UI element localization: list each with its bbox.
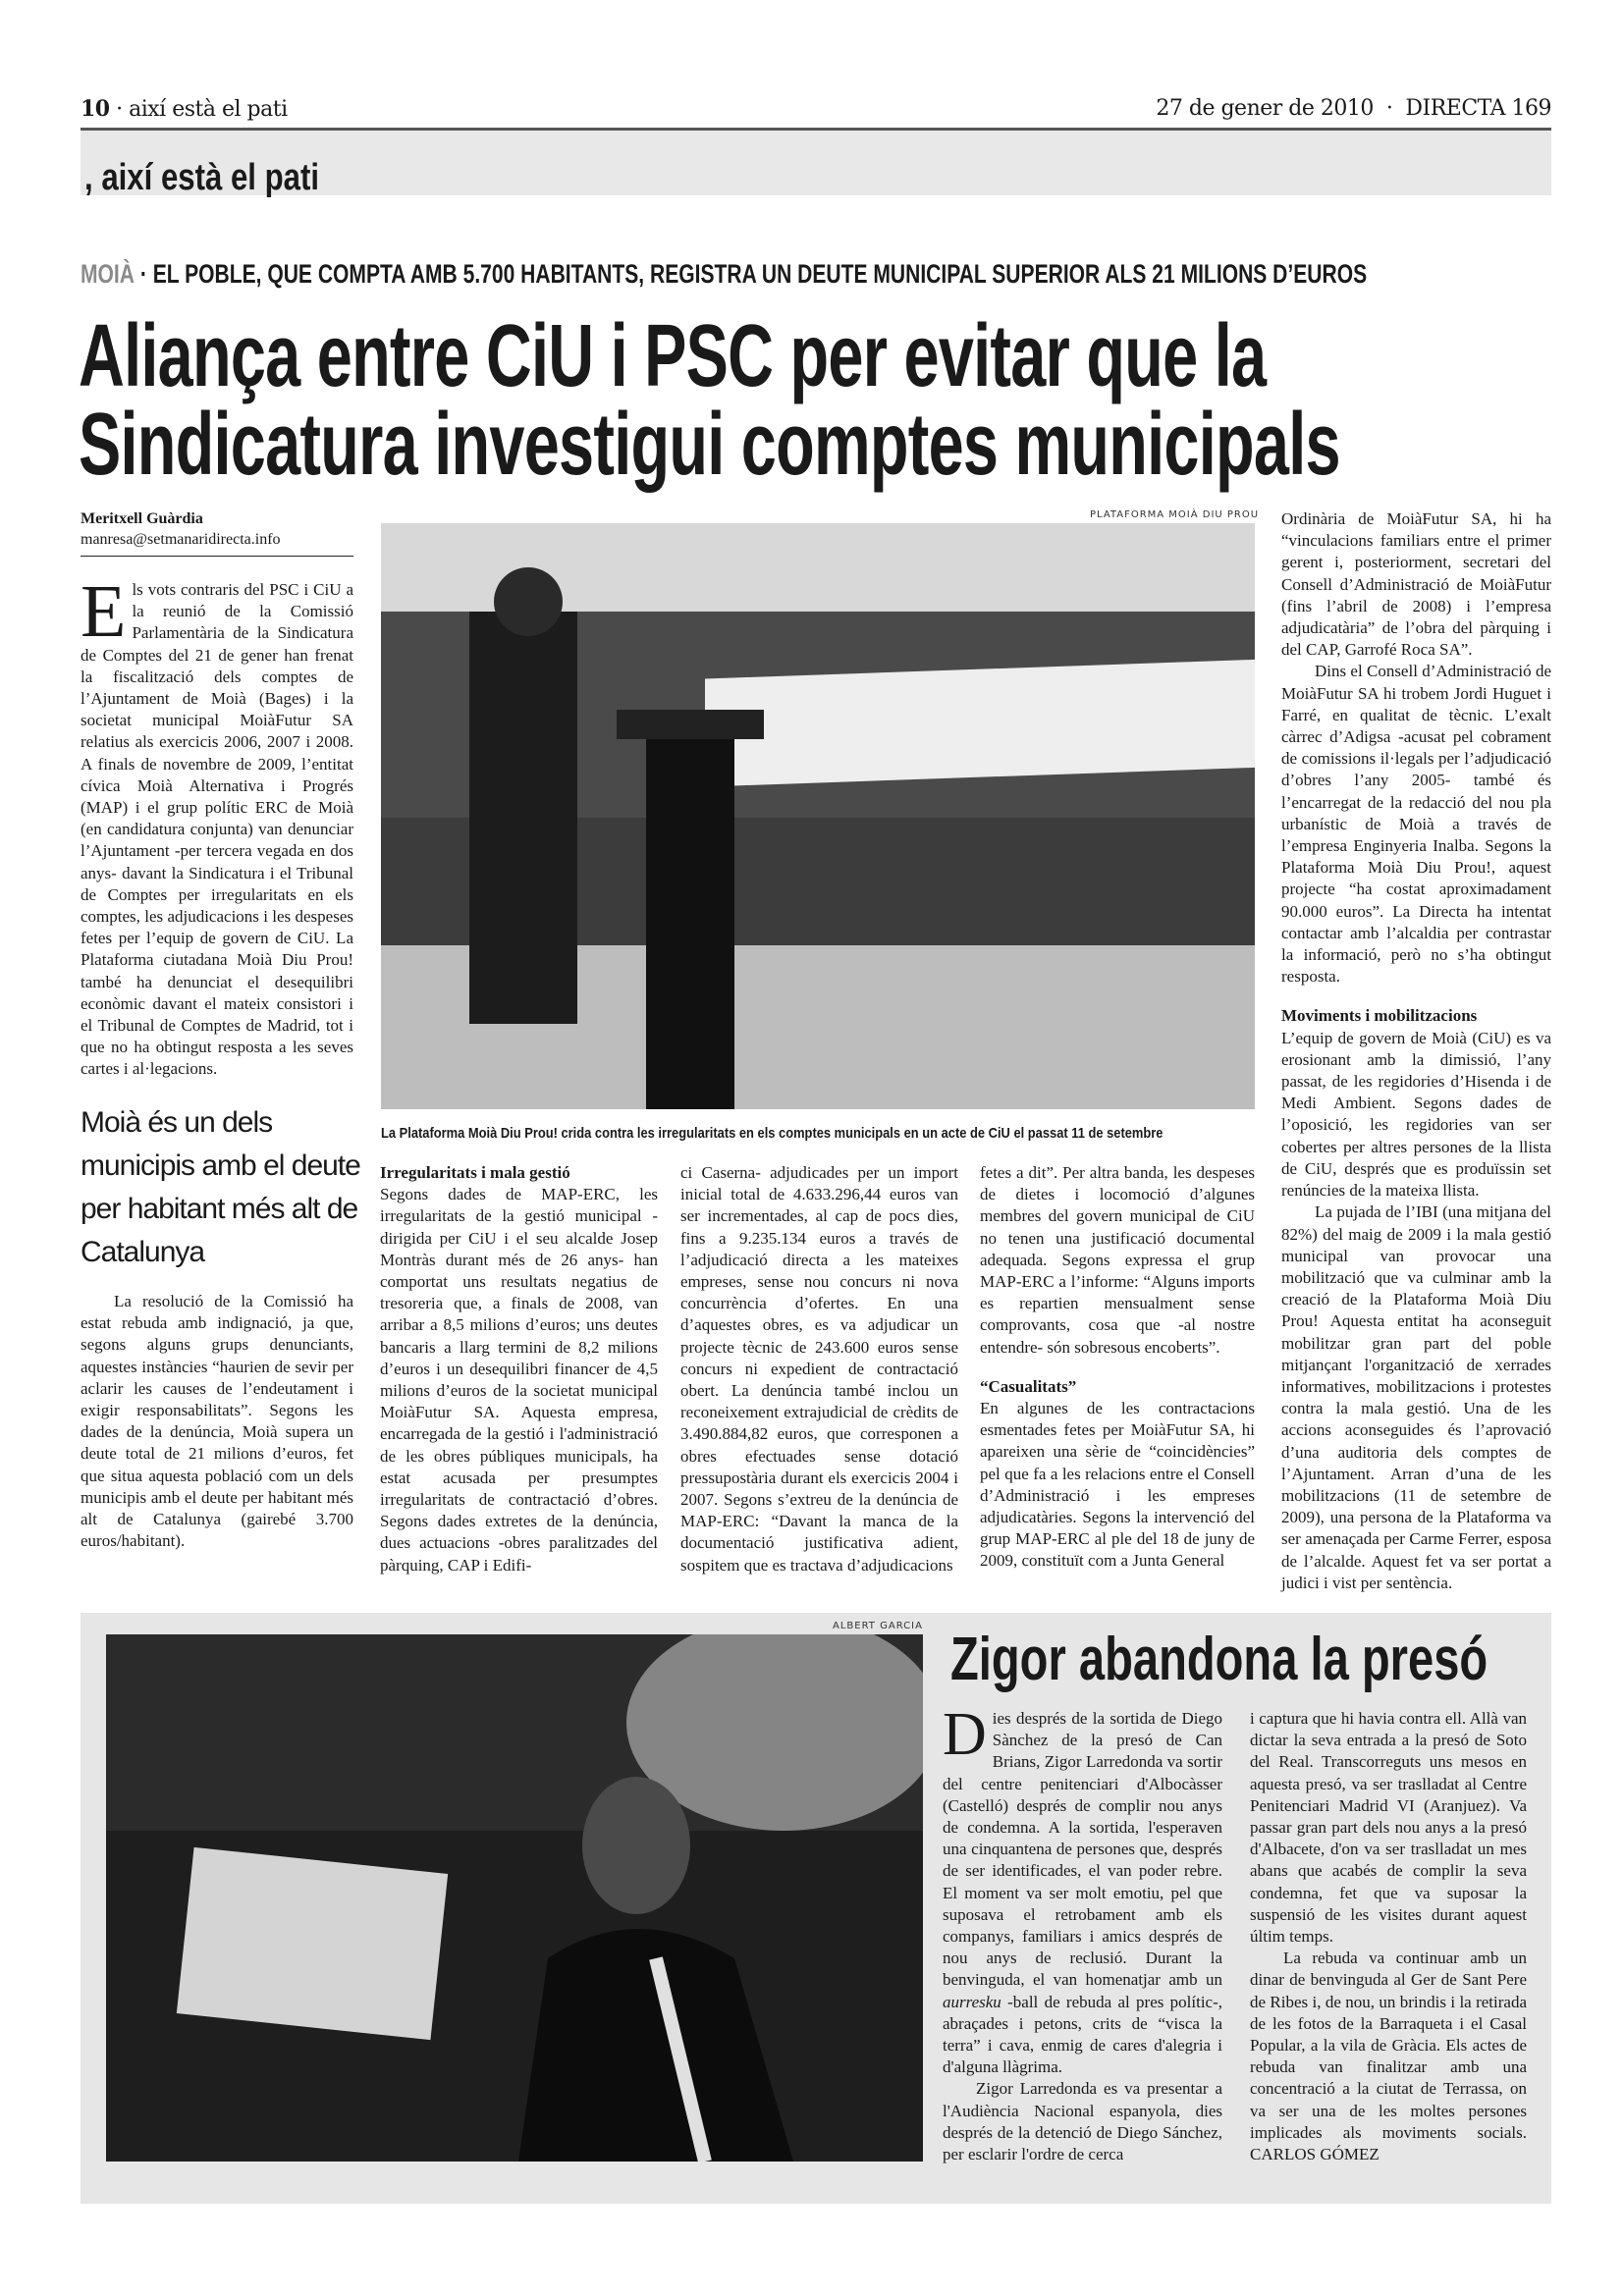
headline-line-2: Sindicatura investigui comptes municipals <box>79 396 1340 494</box>
lead-text: ies després de la sortida de Diego Sànchez de la presó de Can Brians, Zigor Larredonda va sortir del centre penitenciari d'Albocàsser (Castelló) després de complir nou anys de condemna. A la sortida, l'esperaven una cinquantena de persones que, després de ser identificades, el van poder rebre. El moment va ser molt emotiu, pel que suposava el retrobament amb els companys, familiars i amics després de nou anys de reclusió. Durant la benvinguda, el van homenatjar amb un <box>943 1709 1222 1990</box>
subheading: “Casualitats” <box>980 1376 1077 1396</box>
paragraph: L’equip de govern de Moià (CiU) es va erosionant amb la dimissió, l’any passat, de les regidories d’Hisenda i de Medi Ambient. Segons dades de l’oposició, les regidories van ser cobertes per altres persones de la llista de CiU, després que es produïssin set renúncies de la mateixa llista. <box>1281 1028 1551 1201</box>
author-email[interactable]: manresa@setmanaridirecta.info <box>81 531 281 548</box>
signature: CARLOS GÓMEZ <box>1250 2145 1380 2164</box>
article-column-5 <box>1281 508 1551 1594</box>
sidebar-column-2 <box>1250 1708 1527 2165</box>
article-column-1b <box>81 1291 353 1552</box>
article-column-3 <box>680 1162 958 1576</box>
photo-credit: ALBERT GARCIA <box>833 1621 923 1631</box>
sidebar-headline: Zigor abandona la presó <box>950 1626 1488 1693</box>
paragraph: La pujada de l’IBI (una mitjana del 82%) del maig de 2009 i la mala gestió municipal van provocar una mobilització que va culminar amb la creació de la Plataforma Moià Diu Prou! Aquesta entitat ha aconseguit mobilitzar gran part del poble mitjançant l'organització de xerrades informatives, mobilitzacions i protestes contra la mala gestió. Una de les accions aconseguides és l’aprovació d’una auditoria dels comptes de l’Ajuntament. Arran d’una de les mobilitzacions (11 de setembre de 2009), una persona de la Plataforma va ser amenaçada per Carme Ferrer, esposa de l’alcalde. Aquest fet va ser portat a judici i vist per sentència. <box>1281 1202 1551 1592</box>
folio-separator: · <box>116 97 123 122</box>
paragraph: Zigor Larredonda es va presentar a l'Audiència Nacional espanyola, dies després de la detenció de Diego Sánchez, per esclarir l'ordre de cerca <box>943 2079 1222 2164</box>
lead-paragraph <box>81 570 353 1081</box>
page-number: 10 <box>81 96 110 122</box>
paragraph <box>1250 1948 1527 2165</box>
paragraph: Ordinària de MoiàFutur SA, hi ha “vinculacions familiars entre el primer gerent i, posteriorment, secretari del Consell d’Administració de MoiàFutur (fins l’abril de 2008) i l’empresa adjudicatària” de l’obra del pàrquing i del CAP, Garrofé Roca SA”. <box>1281 509 1551 660</box>
lead-paragraph <box>943 1701 1222 2078</box>
issue-name: DIRECTA 169 <box>1405 96 1551 121</box>
drop-cap: D <box>943 1701 987 1768</box>
article-column-2 <box>380 1162 658 1576</box>
subheading: Irregularitats i mala gestió <box>380 1163 570 1182</box>
issue-date: 27 de gener de 2010 <box>1156 96 1374 121</box>
lead-text-cont: -ball de rebuda al pres polític-, abraçades i petons, crits de “visca la terra” i cava, enmig de cares d'alegria i d'alguna llàgrima. <box>943 1992 1222 2077</box>
pull-quote: Moià és un dels municipis amb el deute per habitant més alt de Catalunya <box>81 1106 360 1268</box>
lead-text: ls vots contraris del PSC i CiU a la reunió de la Comissió Parlamentària de la Sindicatura de Comptes del 21 de gener han frenat la fiscalització dels comptes de l’Ajuntament de Moià (Bages) i la societat municipal MoiàFutur SA relatius als exercicis 2006, 2007 i 2008. A finals de novembre de 2009, l’entitat cívica Moià Alternativa i Progrés (MAP) i el grup polític ERC de Moià (en candidatura conjunta) van denunciar l’Ajuntament -per tercera vegada en dos anys- davant la Sindicatura i el Tribunal de Comptes per irregularitats en els comptes, les adjudicacions i les despeses fetes per l’equip de govern de CiU. La Plataforma ciutadana Moià Diu Prou! també ha denunciat el desequilibri econòmic davant el mateix consistori i el Tribunal de Comptes de Madrid, tot i que no ha obtingut resposta a les seves cartes i al·legacions. <box>81 580 353 1079</box>
kicker-text: EL POBLE, QUE COMPTA AMB 5.700 HABITANTS, REGISTRA UN DEUTE MUNICIPAL SUPERIOR ALS 21 MILIONS D’EUROS <box>152 259 1368 289</box>
author-name: Meritxell Guàrdia <box>81 510 203 527</box>
protest-photo <box>381 523 1255 1109</box>
kicker-separator: · <box>134 259 153 289</box>
article-kicker <box>81 259 1367 290</box>
byline <box>81 508 353 557</box>
kicker-place: MOIÀ <box>81 259 135 289</box>
section-title: , així està el pati <box>84 157 320 198</box>
sidebar-column-1 <box>943 1701 1222 2165</box>
headline-line-1: Aliança entre CiU i PSC per evitar que la <box>79 307 1267 405</box>
paragraph-text: La rebuda va continuar amb un dinar de benvinguda al Ger de Sant Pere de Ribes i, de nou, un brindis i la retirada de les fotos de la Barraqueta i el Casal Popular, a la vila de Gràcia. Els actes de rebuda van finalitzar amb una concentració a la ciutat de Terrassa, on va ser una de les moltes persones implicades als moviments socials. <box>1250 1949 1527 2142</box>
article-column-4 <box>980 1162 1255 1573</box>
paragraph: La resolució de la Comissió ha estat rebuda amb indignació, ja que, segons alguns grups denunciants, aquestes instàncies “haurien de sevir per aclarir les causes de l’endeutament i exigir responsabilitats”. Segons les dades de la denúncia, Moià supera un deute total de 21 milions d’euros, fet que situa aquesta població com un dels municipis amb el deute per habitant més alt de Catalunya (gairebé 3.700 euros/habitant). <box>81 1292 353 1551</box>
article-column-1 <box>81 570 353 1081</box>
paragraph: ci Caserna- adjudicades per un import inicial total de 4.633.296,44 euros van ser incrementades, al cap de pocs dies, fins a 9.235.134 euros a través de l’adjudicació directa a les mateixes empreses, sense nou concurs ni nova concurrència d’ofertes. En una d’aquestes obres, es va adjudicar un projecte tècnic de 243.600 euros sense concurs ni expedient de contractació obert. La denúncia també inclou un reconeixement extrajudicial de crèdits de 3.490.884,82 euros, que corresponen a obres efectuades sense dotació pressupostària durant els exercicis 2004 i 2007. Segons s’extreu de la denúncia de MAP-ERC: “Davant la manca de la documentació justificativa adient, sospitem que es tractava d’adjudicacions <box>680 1163 958 1575</box>
paragraph: fetes a dit”. Per altra banda, les despeses de dietes i locomoció d’algunes membres del govern municipal de CiU no tenen una justificació documental adequada. Segons expressa el grup MAP-ERC a l’informe: “Alguns imports es repartien mensualment sense comprovants, cosa que -al nostre entendre- són sobresous encoberts”. <box>980 1163 1255 1357</box>
italic-term: aurresku <box>943 1992 1001 2011</box>
folio-section: així està el pati <box>129 97 288 122</box>
paragraph: En algunes de les contractacions esmentades fetes per MoiàFutur SA, hi apareixen una sèrie de “coincidències” pel que fa a les relacions entre el Consell d’Administració i les empreses adjudicatàries. Segons la intervenció del grup MAP-ERC al ple del 18 de juny de 2009, constituït com a Junta General <box>980 1399 1255 1571</box>
subheading: Moviments i mobilitzacions <box>1281 1006 1478 1026</box>
paragraph: Dins el Consell d’Administració de MoiàFutur SA hi trobem Jordi Huguet i Farré, en qualitat de tècnic. L’exalt càrrec d’Adigsa -acusat pel cobrament de comissions il·legals per l’adjudicació d’obres l’any 2005- també és l’encarregat de la redacció del nou pla urbanístic de Moià a través de l’empresa Enginyeria Inalba. Segons la Plataforma Moià Diu Prou!, aquest projecte “ha costat aproximadament 90.000 euros”. La Directa ha intentat contactar amb l’alcaldia per contrastar la informació, però no s’ha obtingut resposta. <box>1281 662 1551 987</box>
drop-cap: E <box>81 570 127 653</box>
page-folio-left <box>81 96 288 122</box>
welcome-photo <box>106 1634 923 2162</box>
folio-separator: · <box>1385 96 1393 121</box>
page-folio-right <box>1156 96 1551 121</box>
photo-credit: PLATAFORMA MOIÀ DIU PROU <box>1090 509 1260 520</box>
photo-caption: La Plataforma Moià Diu Prou! crida contra les irregularitats en els comptes municipals en un acte de CiU el passat 11 de setembre <box>381 1125 1163 1142</box>
paragraph: i captura que hi havia contra ell. Allà van dictar la seva entrada a la presó de Soto del Real. Transcorreguts uns mesos en aquesta presó, va ser traslladat al Centre Penitenciari Madrid VI (Aranjuez). Va passar gran part dels nou anys a la presó d'Albacete, d'on va ser traslladat un mes abans que acabés de complir la seva condemna, fet que va suposar la suspensió de les visites durant aquest últim temps. <box>1250 1709 1527 1947</box>
paragraph: Segons dades de MAP-ERC, les irregularitats de la gestió municipal -dirigida per CiU i el seu alcalde Josep Montràs durant més de 26 anys- han comportat uns resultats negatius de tresoreria que, a finals de 2008, van arribar a 8,5 milions d’euros; uns deutes bancaris a llarg termini de 8,2 milions d’euros i un desequilibri financer de 4,5 milions d’euros de la societat municipal MoiàFutur SA. Aquesta empresa, encarregada de la gestió i l'administració de les obres públiques municipals, ha estat acusada per presumptes irregularitats de contractació d’obres. Segons dades extretes de la denúncia, dues actuacions -obres paralitzades del pàrquing, CAP i Edifi- <box>380 1185 658 1575</box>
